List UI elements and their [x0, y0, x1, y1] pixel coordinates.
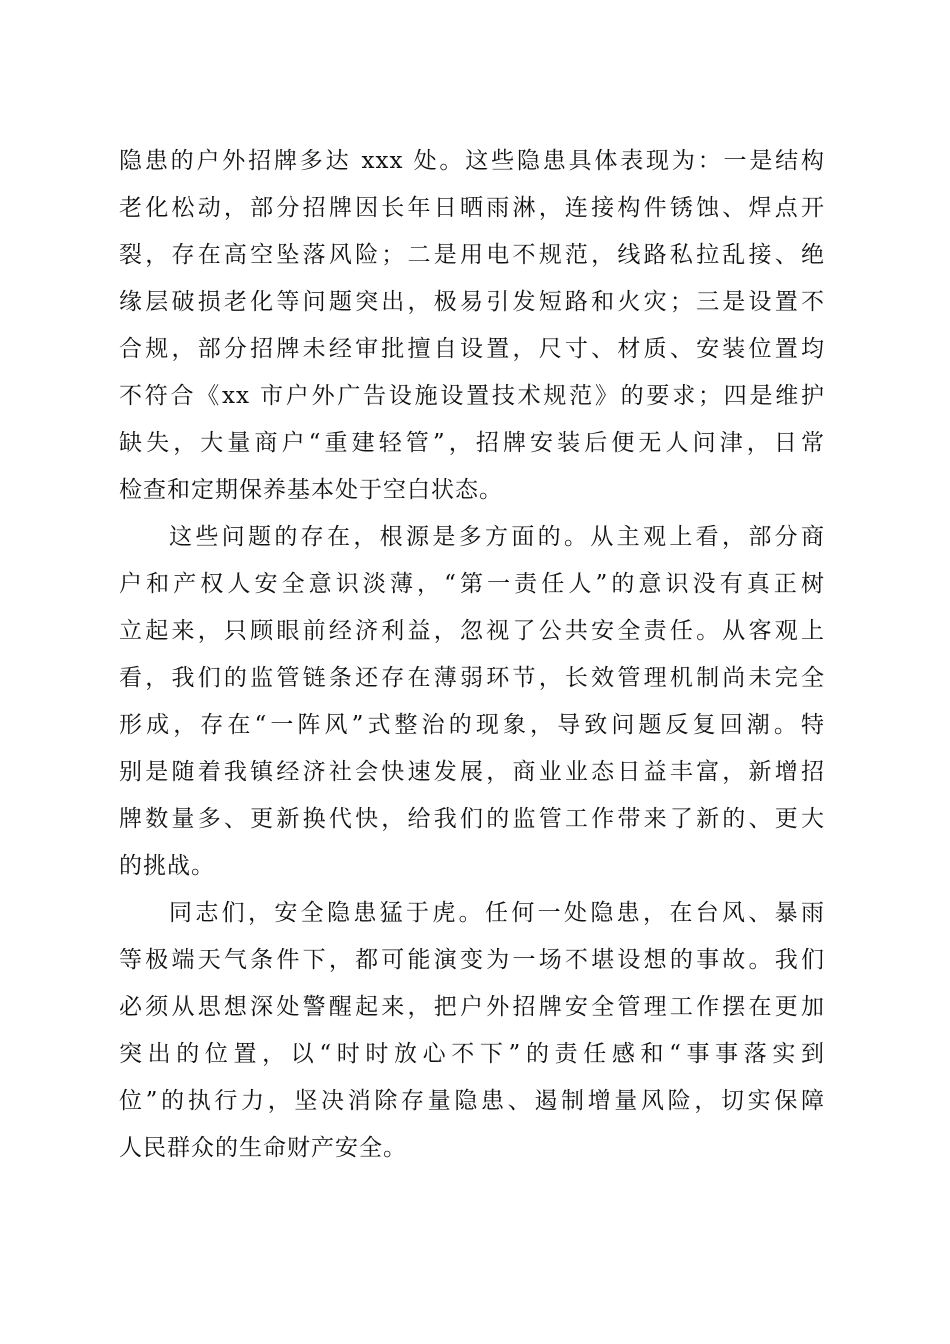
text-line: 合规，部分招牌未经审批擅自设置，尺寸、材质、安装位置均 [119, 336, 825, 362]
text-line: 缺失，大量商户“重建轻管”，招牌安装后便无人问津，日常 [119, 430, 825, 456]
text-line: 的挑战。 [119, 853, 215, 879]
paragraph-2 [119, 514, 825, 890]
text-line: 形成，存在“一阵风”式整治的现象，导致问题反复回潮。特 [119, 712, 825, 738]
text-line: 立起来，只顾眼前经济利益，忽视了公共安全责任。从客观上 [119, 618, 825, 644]
document-body [119, 138, 825, 1172]
text-line: 突出的位置，以“时时放心不下”的责任感和“事事落实到 [119, 1041, 825, 1067]
text-line: 牌数量多、更新换代快，给我们的监管工作带来了新的、更大 [119, 806, 825, 832]
text-line: 等极端天气条件下，都可能演变为一场不堪设想的事故。我们 [119, 947, 825, 973]
text-line: 别是随着我镇经济社会快速发展，商业业态日益丰富，新增招 [119, 759, 825, 785]
text-line: 人民群众的生命财产安全。 [119, 1135, 407, 1161]
paragraph-3 [119, 890, 825, 1172]
text-line: 看，我们的监管链条还存在薄弱环节，长效管理机制尚未完全 [119, 665, 825, 691]
text-line: 老化松动，部分招牌因长年日晒雨淋，连接构件锈蚀、焊点开 [119, 195, 825, 221]
text-line: 隐患的户外招牌多达 xxx 处。这些隐患具体表现为：一是结构 [119, 148, 825, 174]
text-line: 同志们，安全隐患猛于虎。任何一处隐患，在台风、暴雨 [169, 900, 825, 926]
text-line: 位”的执行力，坚决消除存量隐患、遏制增量风险，切实保障 [119, 1088, 825, 1114]
text-line: 缘层破损老化等问题突出，极易引发短路和火灾；三是设置不 [119, 289, 825, 315]
paragraph-1 [119, 138, 825, 514]
text-line: 这些问题的存在，根源是多方面的。从主观上看，部分商 [169, 524, 825, 550]
text-line: 检查和定期保养基本处于空白状态。 [119, 477, 503, 503]
text-line: 户和产权人安全意识淡薄，“第一责任人”的意识没有真正树 [119, 571, 825, 597]
text-line: 裂，存在高空坠落风险；二是用电不规范，线路私拉乱接、绝 [119, 242, 825, 268]
text-line: 必须从思想深处警醒起来，把户外招牌安全管理工作摆在更加 [119, 994, 825, 1020]
text-line: 不符合《xx 市户外广告设施设置技术规范》的要求；四是维护 [119, 383, 825, 409]
